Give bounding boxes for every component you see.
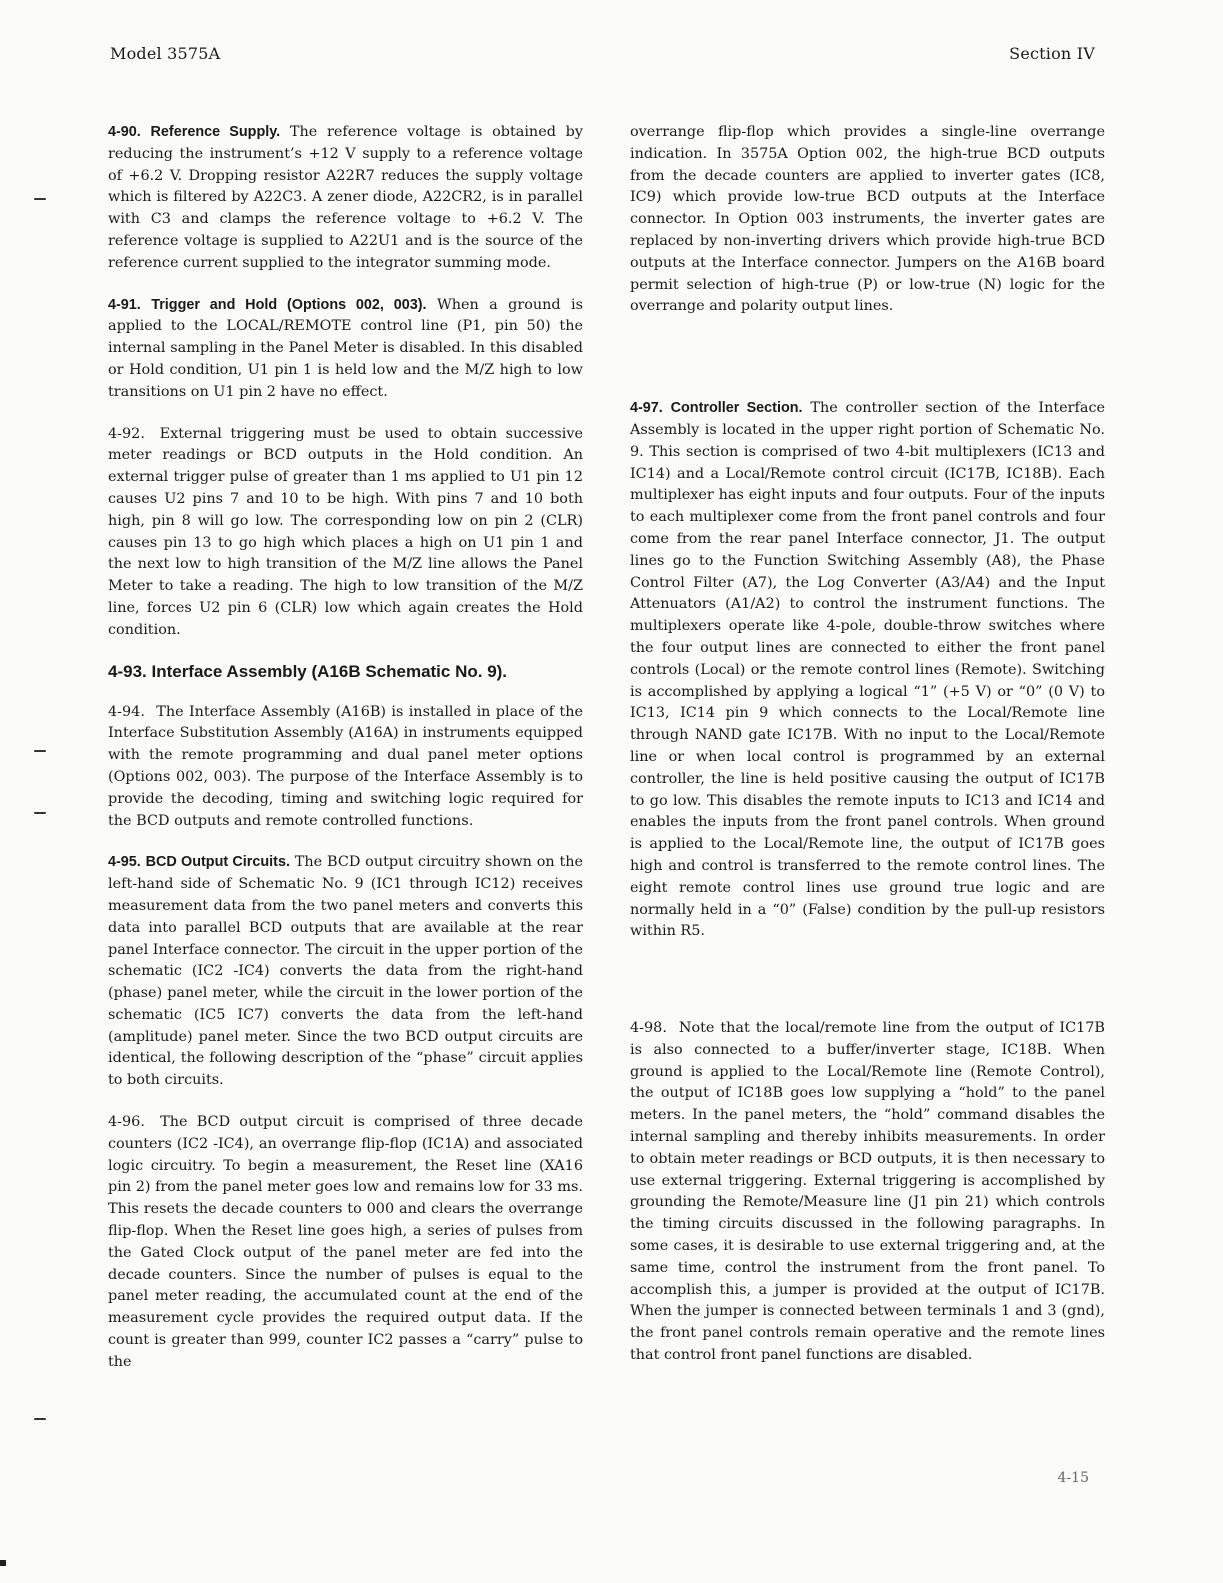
section-heading-4-93: 4-93. Interface Assembly (A16B Schematic No. 9). [108,661,508,681]
paragraph-number: 4-94. [108,703,145,720]
right-column [630,122,1105,1387]
paragraph-text: The Interface Assembly (A16B) is installed in place of the Interface Substitution Assembly (A16A) in instruments equipped with the remote programming and dual panel meter options (Options 002, 003). The purpose of the Interface Assembly is to provide the decoding, timing and switching logic required for the BCD outputs and remote controlled functions. [108,703,583,829]
paragraph-text: External triggering must be used to obtain successive meter readings or BCD outputs in the Hold condition. An external trigger pulse of greater than 1 ms applied to U1 pin 12 causes U2 pins 7 and 10 to be high. With pins 7 and 10 both high, pin 8 will go low. The corresponding low on pin 2 (CLR) causes pin 13 to go high which places a high on U1 pin 1 and the next low to high transition of the M/Z line allows the Panel Meter to take a reading. The high to low transition of the M/Z line, forces U2 pin 6 (CLR) low which again creates the Hold condition. [108,425,583,638]
paragraph-text: The BCD output circuit is comprised of three decade counters (IC2 -IC4), an overrange flip-flop (IC1A) and associated logic circuitry. To begin a measurement, the Reset line (XA16 pin 2) from the panel meter goes low and remains low for 33 ms. This resets the decade counters to 000 and clears the overrange flip-flop. When the Reset line goes high, a series of pulses from the Gated Clock output of the panel meter are fed into the decade counters. Since the number of pulses is equal to the panel meter reading, the accumulated count at the end of the measurement cycle provides the required output data. If the count is greater than 999, counter IC2 passes a “carry” pulse to the [108,1114,583,1370]
paragraph-4-91 [108,295,583,404]
header-section: Section IV [1009,44,1095,63]
header-model: Model 3575A [110,44,221,63]
paragraph-4-97 [630,398,1105,943]
margin-change-mark [34,750,46,752]
paragraph-title: Controller Section. [670,400,803,417]
scan-corner-mark [0,1560,6,1566]
paragraph-text: Note that the local/remote line from the output of IC17B is also connected to a buffer/inverter stage, IC18B. When ground is applied to the Local/Remote line (Remote Control), the output of IC18B goes low supplying a “hold” to the panel meters. In the panel meters, the “hold” command disables the internal sampling and thereby inhibits measurements. In order to obtain meter readings or BCD outputs, it is then necessary to use external triggering. External triggering is accomplished by grounding the Remote/Measure line (J1 pin 21) which controls the timing circuits discussed in the following paragraphs. In some cases, it is desirable to use external triggering and, at the same time, control the instrument from the front panel. To accomplish this, a jumper is provided at the output of IC17B. When the jumper is connected between terminals 1 and 3 (gnd), the front panel controls remain operative and the remote lines that control front panel functions are disabled. [630,1020,1105,1364]
margin-change-mark [34,812,46,814]
paragraph-4-92 [108,424,583,642]
paragraph-number: 4-91. [108,296,141,313]
paragraph-text: The controller section of the Interface Assembly is located in the upper right portion of Schematic No. 9. This section is comprised of two 4-bit multiplexers (IC13 and IC14) and a Local/Remote control circuit (IC17B, IC18B). Each multiplexer has eight inputs and four outputs. Four of the inputs to each multiplexer come from the front panel controls and four come from the rear panel Interface connector, J1. The output lines go to the Function Switching Assembly (A8), the Phase Control Filter (A7), the Log Converter (A3/A4) and the Input Attenuators (A1/A2) to control the instrument functions. The multiplexers operate like 4-pole, double-throw switches where the four output lines are connected to either the front panel controls (Local) or the remote control lines (Remote). Switching is accomplished by applying a logical “1” (+5 V) or “0” (0 V) to IC13, IC14 pin 9 which connects to the Local/Remote line through NAND gate IC17B. With no input to the Local/Remote line or when local control is programmed by an external controller, the line is held positive causing the output of IC17B to go low. This disables the remote inputs to IC13 and IC14 and enables the inputs from the front panel controls. When ground is applied to the Local/Remote line, the output of IC17B goes high and control is transferred to the remote control lines. The eight remote control lines use ground true logic and are normally held in a “0” (False) condition by the pull-up resistors within R5. [630,400,1106,940]
paragraph-number: 4-90. [108,124,141,140]
paragraph-text: When a ground is applied to the LOCAL/REMOTE control line (P1, pin 50) the internal sampling in the Panel Meter is disabled. In this disabled or Hold condition, U1 pin 1 is held low and the M/Z high to low transitions on U1 pin 2 have no effect. [108,296,584,400]
left-column [108,122,583,1394]
paragraph-4-94 [108,702,583,833]
paragraph-4-95 [108,852,583,1092]
paragraph-title: Trigger and Hold (Options 002, 003). [151,296,427,313]
paragraph-4-98 [630,1018,1105,1367]
paragraph-4-96-continued [630,122,1105,318]
paragraph-number: 4-95. [108,854,141,871]
paragraph-text: overrange flip-flop which provides a single-line overrange indication. In 3575A Option 002, the high-true BCD outputs from the decade counters are applied to inverter gates (IC8, IC9) which provide low-true BCD outputs at the Interface connector. In Option 003 instruments, the inverter gates are replaced by non-inverting drivers which provide high-true BCD outputs at the Interface connector. Jumpers on the A16B board permit selection of high-true (P) or low-true (N) logic for the overrange and polarity output lines. [630,124,1105,315]
paragraph-text: The reference voltage is obtained by reducing the instrument’s +12 V supply to a reference voltage of +6.2 V. Dropping resistor A22R7 reduces the supply voltage which is filtered by A22C3. A zener diode, A22CR2, is in parallel with C3 and clamps the reference voltage to +6.2 V. The reference voltage is supplied to A22U1 and is the source of the reference current supplied to the integrator summing mode. [108,124,583,271]
margin-change-mark [34,198,46,200]
paragraph-text: The BCD output circuitry shown on the left-hand side of Schematic No. 9 (IC1 through IC12) receives measurement data from the two panel meters and converts this data into parallel BCD outputs that are available at the rear panel Interface connector. The circuit in the upper portion of the schematic (IC2 -IC4) converts the data from the right-hand (phase) panel meter, while the circuit in the lower portion of the schematic (IC5 IC7) converts the data from the left-hand (amplitude) panel meter. Since the two BCD output circuits are identical, the following description of the “phase” circuit applies to both circuits. [108,854,584,1089]
spacer [630,963,1105,1018]
page-number: 4-15 [1057,1470,1089,1486]
margin-change-mark [34,1418,46,1420]
paragraph-title: Reference Supply. [150,124,281,140]
paragraph-4-90 [108,122,583,275]
paragraph-number: 4-96. [108,1114,145,1131]
paragraph-number: 4-97. [630,400,663,417]
paragraph-title: BCD Output Circuits. [145,854,290,871]
paragraph-number: 4-92. [108,425,145,442]
paragraph-4-96 [108,1112,583,1374]
spacer [630,338,1105,398]
paragraph-number: 4-98. [630,1020,667,1037]
